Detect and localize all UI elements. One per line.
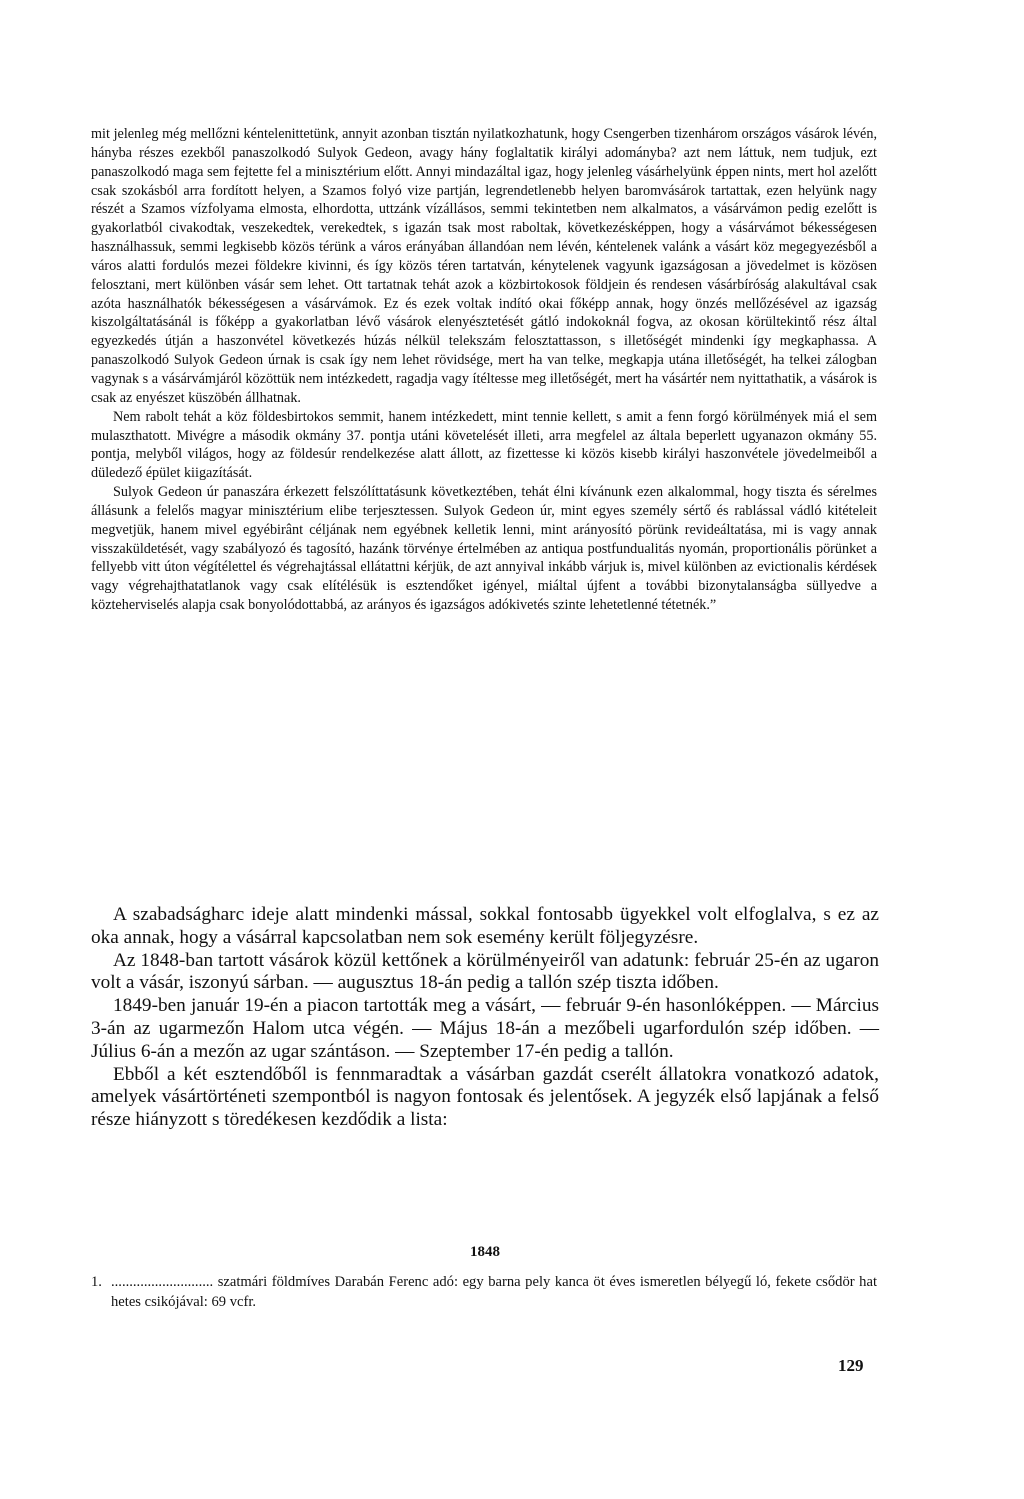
page-number: 129 bbox=[838, 1356, 864, 1375]
list-item bbox=[91, 1273, 877, 1312]
quote-paragraph: Sulyok Gedeon úr panaszára érkezett felszólíttatásunk következtében, tehát élni kívánunk ezen alkalommal, hogy tiszta és sérelmes állásunk a felelős magyar minisztérium elibe terjesztessen. Sulyok Gedeon úr, mint egyes személy sértő és rablással vádló kitételeit megvetjük, hanem mivel egyébirânt céljának nem egyébnek kelletik lenni, mint arányosító pörünk revideáltatása, mi is vagy annak visszaküldetését, vagy szabályozó és tagosító, hazánk törvénye értelmében az antiqua postfundualitás nyomán, proportionális pörünket a fellyebb vitt úton végítélettel és végrehajtással ellátattni kérjük, de azt annyival inkább várjuk is, mivel különben az evictionalis kérdések vagy végrehajthatatlanok vagy csak elítélésük is esztendőket igényel, miáltal újfent a további bizonytalanságba süllyedve a közteherviselés alapja csak bonyolódottabbá, az arányos és igazságos adókivetés szinte lehetetlenné tétetnék.” bbox=[91, 484, 877, 614]
body-paragraph: Ebből a két esztendőből is fennmaradtak a vásárban gazdát cserélt állatokra vonatkozó adatok, amelyek vásártörténeti szempontból is nagyon fontosak és jelentősek. A jegyzék első lapjának a felső része hiányzott s töredékesen kezdődik a lista: bbox=[91, 1063, 879, 1131]
list-item-number: 1. bbox=[91, 1274, 102, 1290]
trade-list bbox=[91, 1273, 877, 1312]
body-paragraph: A szabadságharc ideje alatt mindenki mással, sokkal fontosabb ügyekkel volt elfoglalva, s ez az oka annak, hogy a vásárral kapcsolatban nem sok esemény került följegyzésre. bbox=[91, 904, 879, 948]
main-text bbox=[91, 904, 879, 1132]
list-item-text: ............................ szatmári földmíves Darabán Ferenc adó: egy barna pely kanca öt éves ismeretlen bélyegű ló, fekete csődör hat hetes csikójával: 69 vcfr. bbox=[111, 1274, 877, 1310]
quoted-letter bbox=[91, 125, 877, 615]
body-paragraph: Az 1848-ban tartott vásárok közül kettőnek a körülményeiről van adatunk: február 25-én az ugaron volt a vásár, iszonyú sárban. — augusztus 18-án pedig a tallón szép tiszta időben. bbox=[91, 949, 879, 994]
body-paragraph: 1849-ben január 19-én a piacon tartották meg a vásárt, — február 9-én hasonlóképpen. — Március 3-án az ugarmezőn Halom utca végén. — Május 18-án a mezőbeli ugarfordulón szép időben. — Július 6-án a mezőn az ugar szántáson. — Szeptember 17-én pedig a tallón. bbox=[91, 995, 879, 1062]
quote-paragraph: mit jelenleg még mellőzni kéntelenittetünk, annyit azonban tisztán nyilatkozhatunk, hogy Csengerben tizenhárom országos vásárok lévén, hányba részes ezekből panaszolkodó Sulyok Gedeon, avagy hány foglaltatik királyi adományba? azt nem láttuk, nem tudjuk, ezt panaszolkodó maga sem fejtette fel a minisztérium előtt. Annyi mindazáltal igaz, hogy jelenleg vásárhelyünk éppen nints, mert hol azelőtt csak szokásból arra fordított helyen, a Szamos folyó vize partján, legrendetlenebb helyen baromvásárok tartattak, ezen helyünk nagy részét a Szamos vízfolyama elmosta, elhordotta, uttzánk vízállásos, semmi tekintetben nem alkalmatos, a vásárvámon pedig ezelőtt is gyakorlatból civakodtak, veszekedtek, verekedtek, s igazán tsak most raboltak, következésképpen, hogy a vásárvámot békességesen használhassuk, semmi legkisebb közös térünk a város erányában állandóan nem lévén, kéntelenek valánk a vásárt köz megegyezésből a város alatti fordulós mezei földekre kivinni, és így közös téren tartatván, kénytelenek vagyunk igazságosan a jövedelmet is közösen felosztani, mert különben vásár sem lehet. Ott tartatnak tehát azok a közbirtokosok földjein és rendesen vásárbíróság alakultával csak azóta használhatók békességesen a vásárvámok. Ez és ezek voltak indító okai főképp annak, hogy önzés mellőzésével az igazság kiszolgáltatásánál is főképp a gyakorlatban lévő vásárok elenyésztetését gátló indokoknál fogva, az okosan körültekintő rész által egyezkedés útján a haszonvétel következés húzás nélkül telekszám felosztattasson, s illetőségét mindenki így megkaphassa. A panaszolkodó Sulyok Gedeon úrnak is csak így nem lehet rövidsége, mert ha van telke, megkapja utána illetőségét, ha telkei zálogban vagynak s a vásárvámjáról közöttük nem intézkedett, ragadja vagy ítéltesse meg illetőségét, mert ha vásártér nem nyittathatik, a vásárok is csak az enyészet küszöbén állhatnak. bbox=[91, 126, 877, 406]
list-year-heading: 1848 bbox=[470, 1244, 500, 1260]
quote-paragraph: Nem rabolt tehát a köz földesbirtokos semmit, hanem intézkedett, mint tennie kellett, s amit a fenn forgó körülmények miá el sem mulaszthatott. Mivégre a második okmány 37. pontja utáni követelését illeti, arra megfelel az általa beperlett ugyanazon okmány 55. pontja, melyből világos, hogy az földesúr rendelkezése alatt állott, az fizettesse ki közös kisebb királyi haszonvétele jövedelmeiből a düledező épület kiigazítását. bbox=[91, 408, 877, 482]
